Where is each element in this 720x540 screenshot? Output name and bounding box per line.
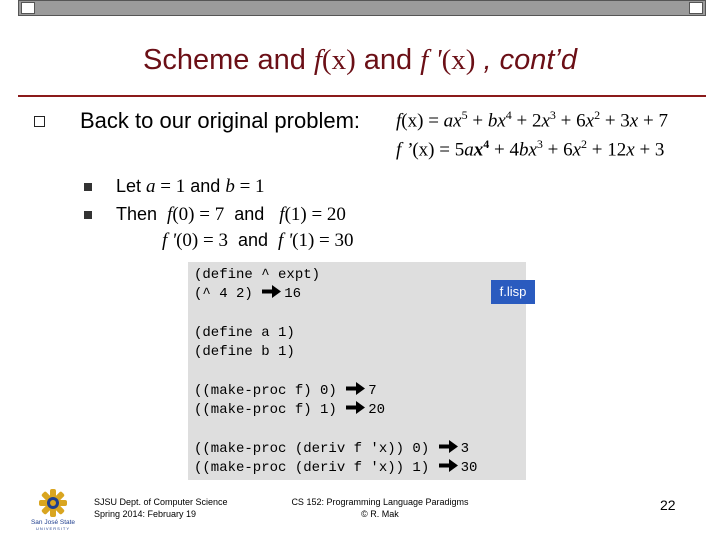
file-link-badge[interactable]: f.lisp (491, 280, 535, 304)
eq-var: x (528, 139, 537, 161)
footer-course-info: SJSU Dept. of Computer Science Spring 2014: February 19 (94, 497, 228, 519)
top-bar-box-left (21, 2, 35, 14)
eq-var: x (473, 139, 484, 161)
eq-power: 2 (594, 108, 601, 122)
equation-fprime (396, 137, 664, 161)
filled-square-bullet-icon (84, 183, 92, 191)
equation-f (396, 108, 668, 132)
code-line: ((make-proc (deriv f 'x)) 1) 30 (194, 460, 478, 476)
eq-operator: + (634, 139, 655, 161)
svg-text:San José State: San José State (30, 519, 76, 526)
eq-var: x (572, 139, 582, 161)
eq-coef: 3 (620, 110, 630, 132)
eq-args: (x) (412, 139, 435, 161)
eq-lhs: f (396, 110, 402, 132)
eq-power: 4 (505, 108, 512, 122)
code-line: ((make-proc (deriv f 'x)) 0) 3 (194, 441, 470, 457)
eq-equals: = (434, 139, 455, 161)
svg-text:UNIVERSITY: UNIVERSITY (35, 526, 71, 531)
right-arrow-icon (439, 440, 458, 453)
code-line: (define a 1) (194, 325, 295, 341)
title-arg2: (x) (441, 44, 476, 76)
code-line: (define b 1) (194, 344, 295, 360)
eq-coef: 12 (607, 139, 627, 161)
eq-power: 3 (549, 108, 556, 122)
page-number: 22 (660, 497, 676, 513)
footer-course-title: CS 152: Programming Language Paradigms © R. Mak (291, 497, 469, 519)
code-line: (^ 4 2) 16 (194, 286, 302, 302)
title-f: f (313, 44, 322, 76)
right-arrow-icon (346, 382, 365, 395)
eq-coef: 5 (454, 139, 465, 161)
eq-var: x (626, 139, 635, 161)
title-arg1: (x) (321, 44, 356, 76)
eq-coef: 7 (658, 110, 668, 132)
eq-var: x (453, 110, 462, 132)
hollow-square-bullet-icon (34, 116, 45, 127)
eq-coef: 2 (531, 110, 542, 132)
right-arrow-icon (346, 401, 365, 414)
slide-title (0, 44, 720, 77)
eq-operator: + (467, 110, 488, 132)
eq-coef: 4 (509, 139, 519, 161)
eq-coef-var: b (487, 110, 498, 132)
eq-power: 4 (483, 137, 490, 151)
subbullet-then: Then f(0) = 7 and f(1) = 20 (116, 204, 346, 225)
eq-equals: = (423, 110, 444, 132)
eq-power: 5 (461, 108, 468, 122)
subbullet-let: Let a = 1 and b = 1 (116, 176, 265, 197)
title-fprime: f ' (420, 44, 442, 76)
subbullet-derivatives: f '(0) = 3 and f '(1) = 30 (162, 230, 354, 251)
eq-var: x (497, 110, 506, 132)
eq-args: (x) (401, 110, 424, 132)
eq-operator: + (555, 110, 577, 132)
bullet-back-to-problem: Back to our original problem: (80, 108, 361, 133)
eq-power: 3 (536, 137, 543, 151)
eq-operator: + (542, 139, 564, 161)
eq-coef: 3 (654, 139, 665, 161)
eq-operator: + (638, 110, 659, 132)
eq-operator: + (489, 139, 510, 161)
title-pre: Scheme and (143, 44, 306, 76)
sjsu-logo-icon (30, 487, 76, 531)
eq-var: x (585, 110, 595, 132)
eq-power: 2 (581, 137, 588, 151)
eq-coef-var: a (464, 139, 474, 161)
eq-coef: 6 (563, 139, 573, 161)
top-decor-bar (18, 0, 706, 16)
title-post: , cont’d (483, 44, 577, 76)
eq-var: x (541, 110, 550, 132)
right-arrow-icon (262, 285, 281, 298)
code-line: (define ^ expt) (194, 267, 321, 283)
right-arrow-icon (439, 459, 458, 472)
eq-coef-var: a (443, 110, 454, 132)
eq-lhs: f ’ (396, 139, 413, 161)
eq-var: x (629, 110, 639, 132)
top-bar-box-right (689, 2, 703, 14)
eq-operator: + (600, 110, 621, 132)
title-rule (18, 95, 706, 97)
filled-square-bullet-icon (84, 211, 92, 219)
eq-operator: + (511, 110, 532, 132)
eq-operator: + (587, 139, 608, 161)
code-line: ((make-proc f) 1) 20 (194, 402, 386, 418)
eq-coef-var: b (518, 139, 529, 161)
eq-coef: 6 (576, 110, 586, 132)
code-line: ((make-proc f) 0) 7 (194, 383, 377, 399)
title-and: and (363, 44, 413, 76)
